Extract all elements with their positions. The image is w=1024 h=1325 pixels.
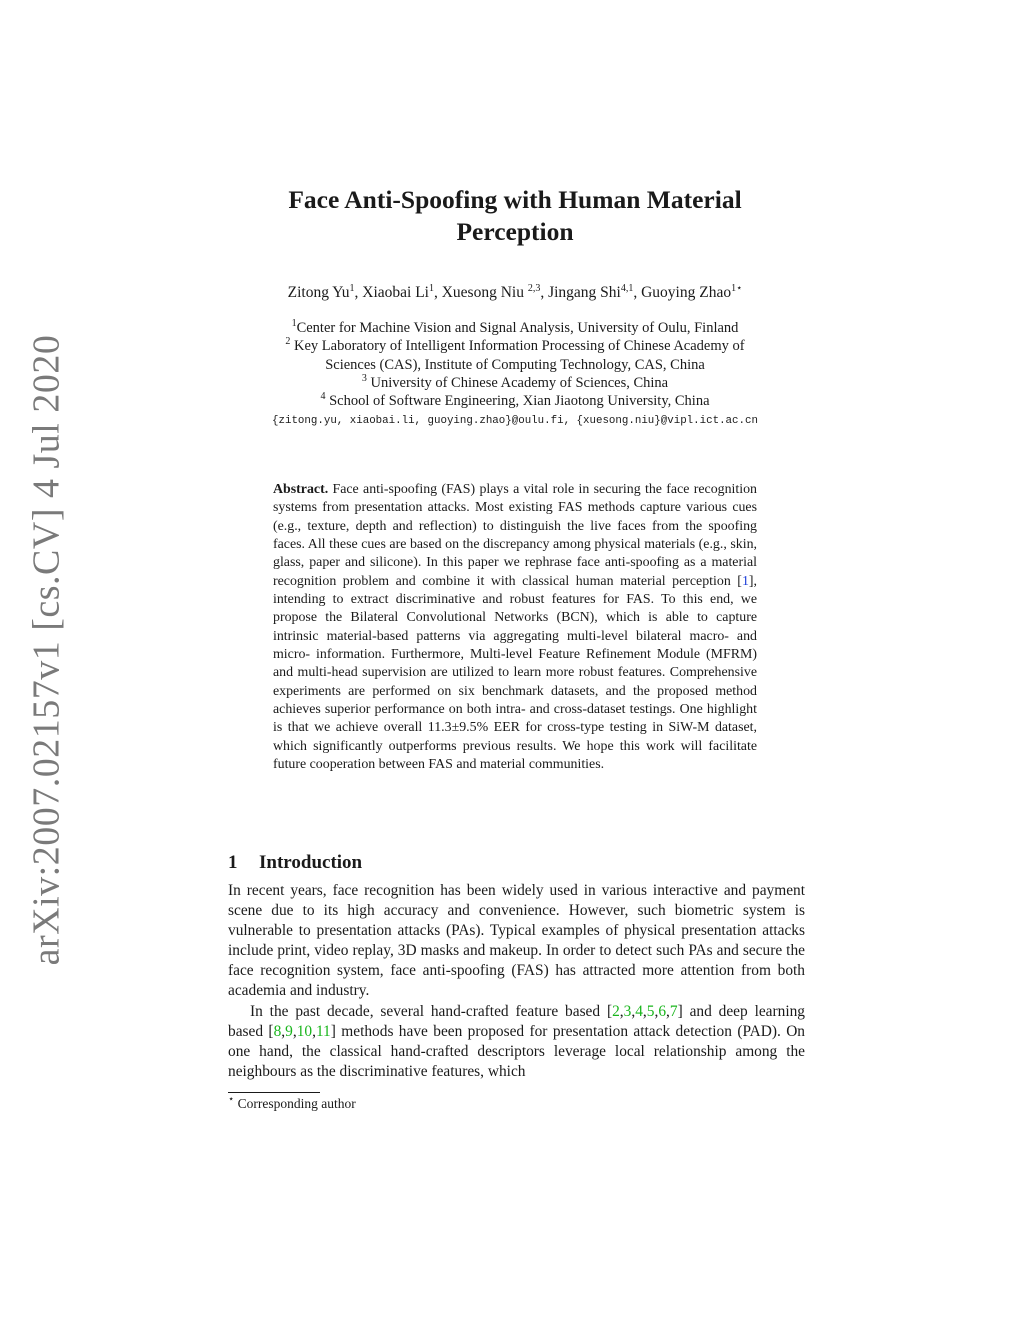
affiliation-1: $^1$Center for Machine Vision and Signal Analysis, University of Oulu, Finland	[291, 318, 739, 336]
affiliation-2-cont: Sciences (CAS), Institute of Computing Technology, CAS, China	[325, 356, 705, 373]
footnote-rule	[228, 1092, 320, 1093]
footnote: ⋆ Corresponding author	[228, 1094, 356, 1111]
citation-link[interactable]: 7	[669, 1002, 678, 1020]
arxiv-stamp-text: arXiv:2007.02157v1 [cs.CV] 4 Jul 2020	[25, 334, 67, 966]
citation-link[interactable]: 6	[658, 1002, 667, 1020]
citation-link[interactable]: 2	[612, 1002, 620, 1020]
affiliation-3: $^3$ University of Chinese Academy of Sciences, China	[361, 372, 669, 391]
paragraph: In the past decade, several hand-crafted feature based [2,3,4,5,6,7] and deep learning based [8,9,10,11] methods have been proposed for presentation attack detection (PAD). On one hand, the classical hand-crafted descriptors leverage local relationship among the neighbours as the discriminative features, which	[228, 1002, 805, 1080]
footnote-mark: ⋆	[228, 1094, 235, 1105]
citation-link[interactable]: 9	[285, 1022, 293, 1040]
affiliation-4: $^4$ School of Software Engineering, Xian Jiaotong University, China	[320, 391, 710, 410]
citation-link[interactable]: 3	[623, 1002, 632, 1020]
citation-link[interactable]: 4	[635, 1002, 643, 1020]
citation-link[interactable]: 10	[296, 1022, 313, 1040]
affiliations	[160, 319, 870, 410]
section-heading	[228, 852, 362, 874]
author: Zitong Yu$^1$,	[287, 283, 363, 301]
citation-link[interactable]: 1	[741, 573, 749, 589]
author-emails: {zitong.yu, xiaobai.li, guoying.zhao}@oulu.fi, {xuesong.niu}@vipl.ict.ac.cn	[272, 415, 758, 427]
author: Xuesong Niu $^{2,3}$,	[441, 283, 549, 301]
author: Xiaobai Li$^1$,	[362, 283, 442, 301]
citation-link[interactable]: 5	[646, 1002, 655, 1020]
title-line-2: Perception	[456, 217, 574, 246]
arxiv-stamp	[22, 334, 70, 966]
author-list	[160, 284, 870, 302]
paragraph: In recent years, face recognition has been widely used in various interactive and payment scene due to its high accuracy and convenience. However, such biometric system is vulnerable to presentation attacks (PAs). Typical examples of physical presentation attacks include print, video replay, 3D masks and makeup. In order to detect such PAs and secure the face recognition system, face anti-spoofing (FAS) has attracted more attention from both academia and industry.	[228, 882, 805, 1000]
section-number: 1	[228, 852, 238, 873]
author: Jingang Shi$^{4,1}$,	[548, 283, 642, 301]
abstract: Abstract. Face anti-spoofing (FAS) plays a vital role in securing the face recognition systems from presentation attacks. Most existing FAS methods capture various cues (e.g., texture, depth and reflection) to distinguish the live faces from the spoofing faces. All these cues are based on the discrepancy among physical materials (e.g., skin, glass, paper and silicone). In this paper we rephrase face anti-spoofing as a material recognition problem and combine it with classical human material perception [1], intending to extract discriminative and robust features for FAS. To this end, we propose the Bilateral Convolutional Networks (BCN), which is able to capture intrinsic material-based patterns via aggregating multi-level bilateral macro- and micro- information. Furthermore, Multi-level Feature Refinement Module (MFRM) and multi-head supervision are utilized to learn more robust features. Comprehensive experiments are performed on six benchmark datasets, and the proposed method achieves superior performance on both intra- and cross-dataset testings. One highlight is that we achieve overall 11.3±9.5% EER for cross-type testing in SiW-M dataset, which significantly outperforms previous results. We hope this work will facilitate future cooperation between FAS and material communities.	[273, 482, 757, 773]
author: Guoying Zhao$^{1⋆}$	[641, 283, 743, 301]
abstract-label: Abstract.	[273, 482, 329, 497]
affiliation-2: $^2$ Key Laboratory of Intelligent Information Processing of Chinese Academy of	[285, 336, 745, 355]
citation-link[interactable]: 11	[315, 1022, 331, 1040]
section-title: Introduction	[259, 852, 363, 873]
citation-link[interactable]: 8	[273, 1022, 282, 1040]
paper-title	[220, 184, 810, 248]
title-line-1: Face Anti-Spoofing with Human Material	[288, 185, 742, 214]
body-text	[228, 881, 805, 1082]
